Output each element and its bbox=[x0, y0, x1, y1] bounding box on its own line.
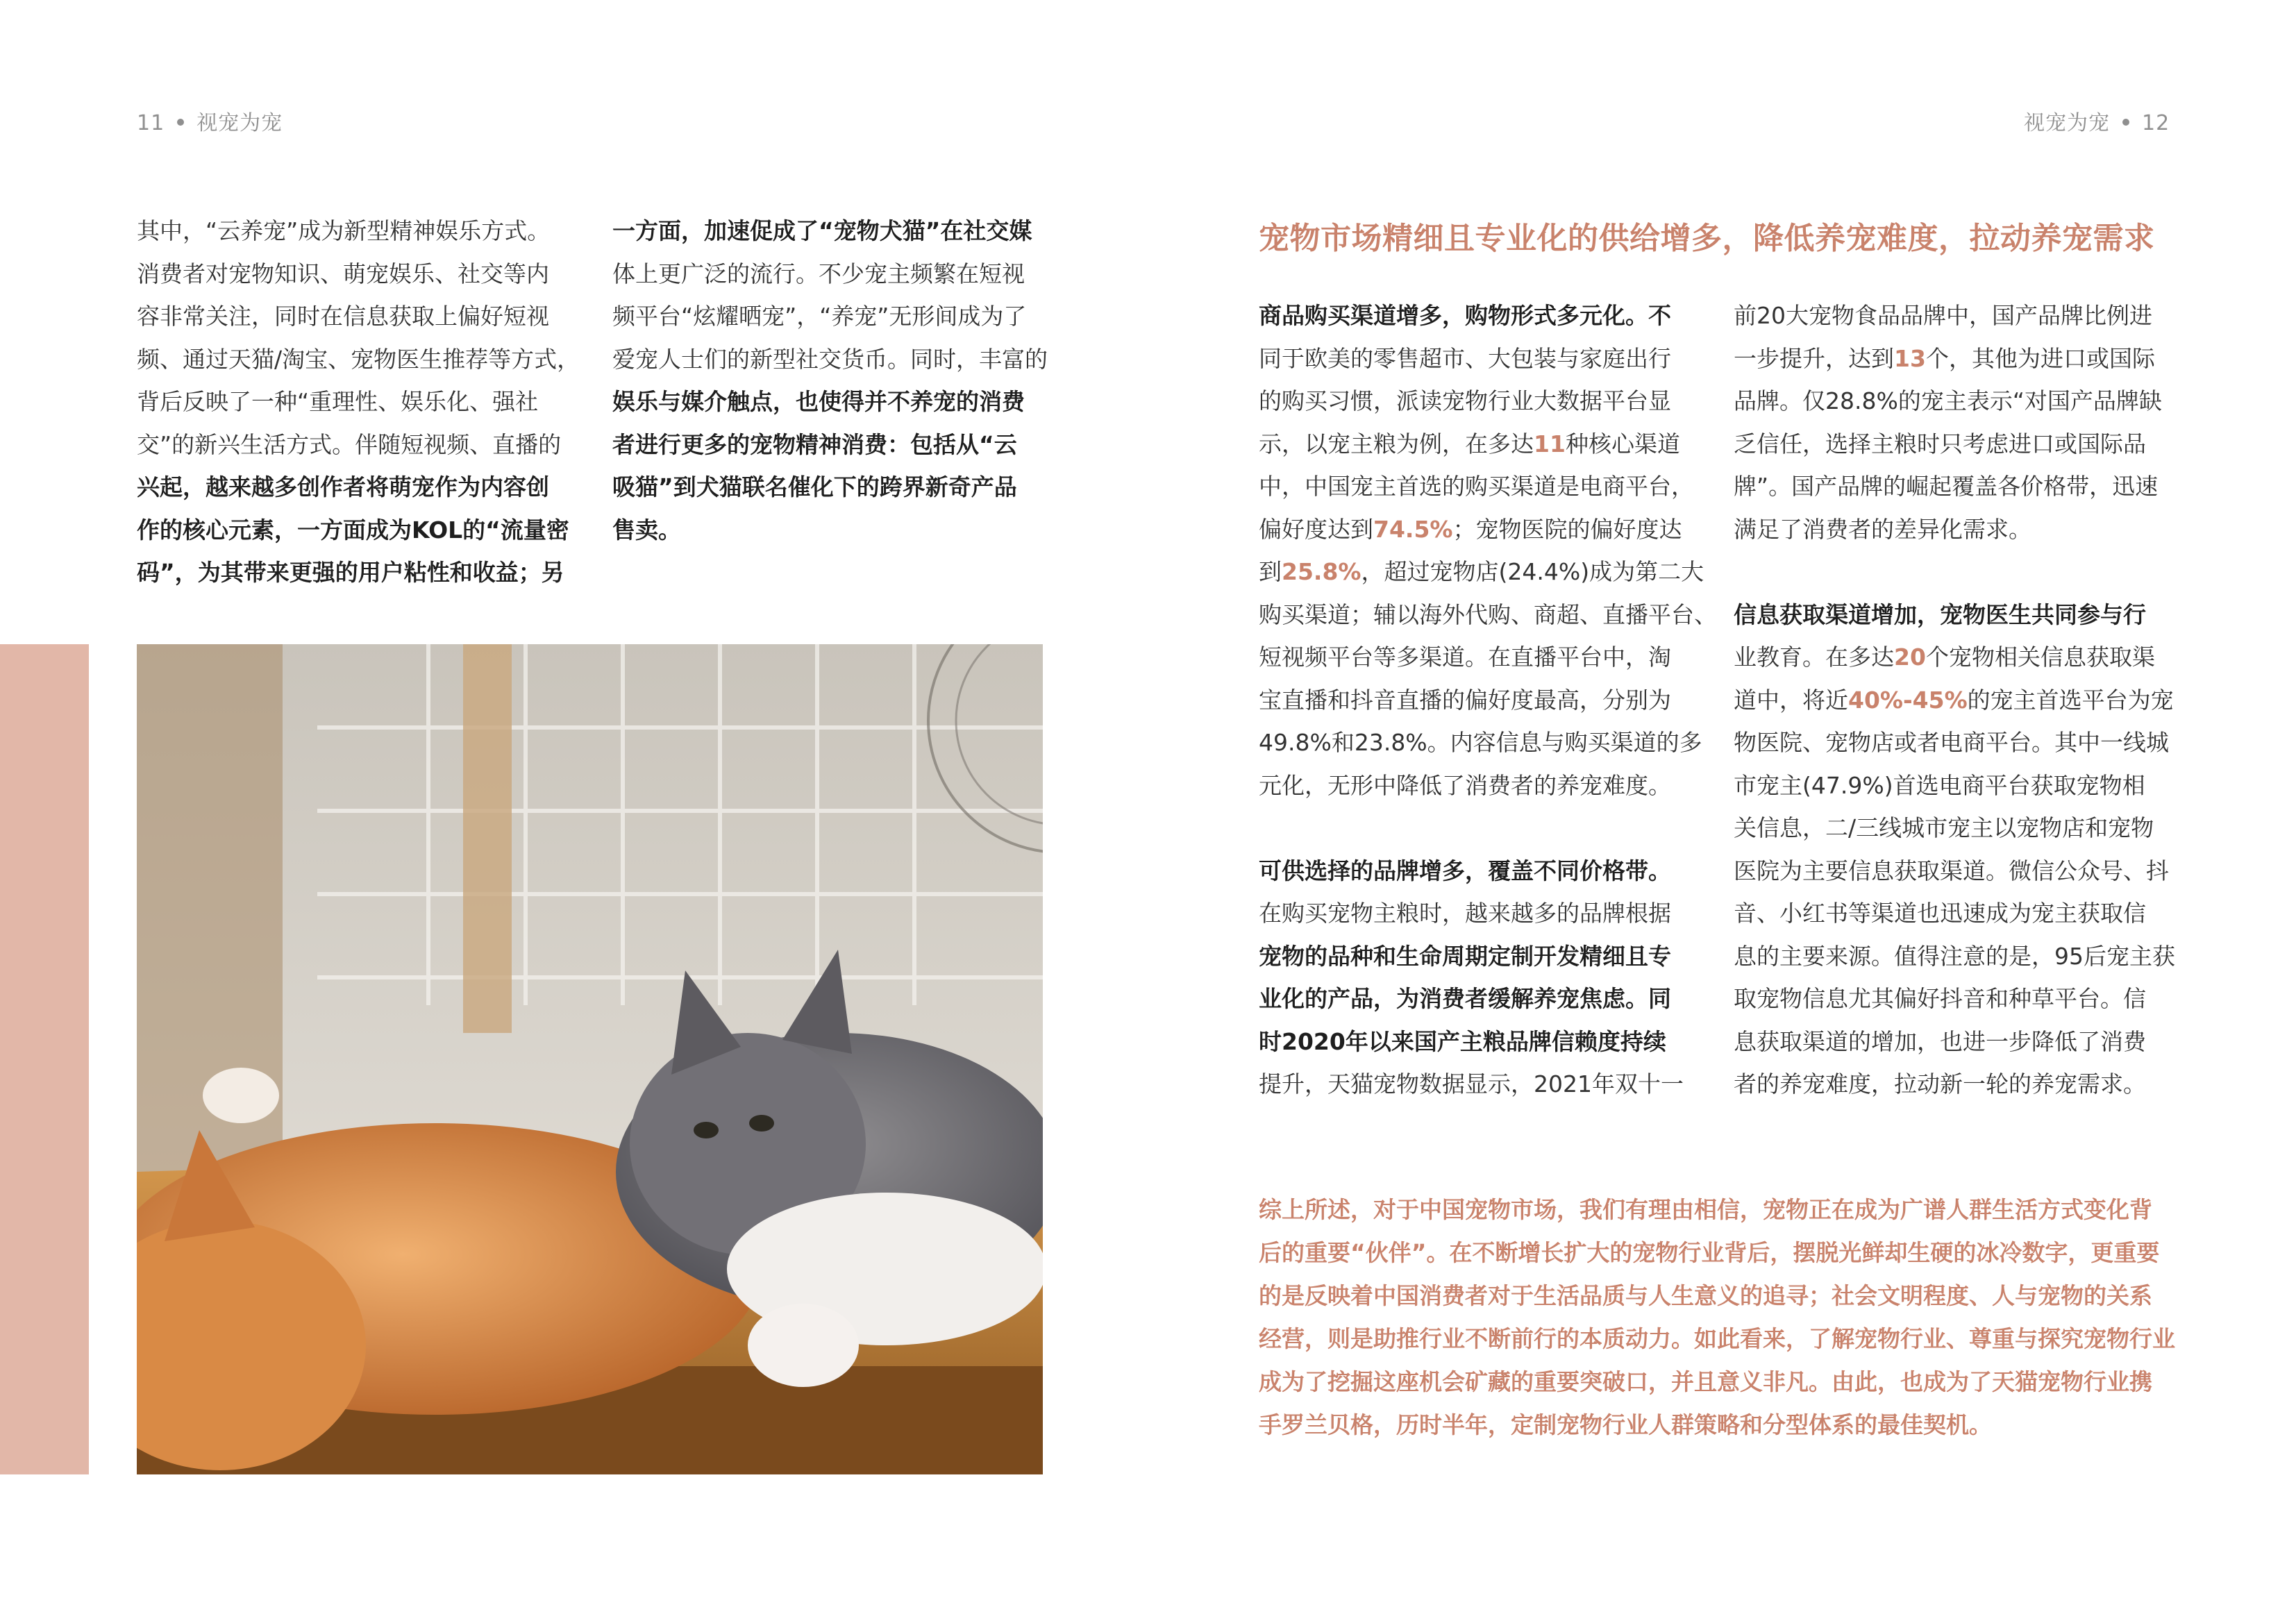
left-column-2 bbox=[612, 210, 1057, 551]
text-line: 道中，将近40%-45%的宠主首选平台为宠 bbox=[1734, 686, 2174, 714]
left-page-title: 视宠为宠 bbox=[196, 111, 283, 135]
text-line: 偏好度达到74.5%；宠物医院的偏好度达 bbox=[1259, 515, 1682, 543]
summary-paragraph bbox=[1259, 1188, 2189, 1447]
text-line: 关信息，二/三线城市宠主以宠物店和宠物 bbox=[1734, 814, 2154, 841]
text-line: 码”，为其带来更强的用户粘性和收益；另 bbox=[137, 559, 564, 586]
header-right bbox=[2024, 106, 2170, 136]
text-line bbox=[1734, 550, 2185, 594]
text-line: 同于欧美的零售超市、大包装与家庭出行 bbox=[1259, 344, 1671, 372]
text-line: 交”的新兴生活方式。伴随短视频、直播的 bbox=[137, 430, 562, 458]
text-line: 消费者对宠物知识、萌宠娱乐、社交等内 bbox=[137, 260, 549, 287]
text-line: 购买渠道；辅以海外代购、商超、直播平台、 bbox=[1259, 600, 1717, 628]
text-line: 业教育。在多达20个宠物相关信息获取渠 bbox=[1734, 644, 2155, 671]
text-line: 其中，“云养宠”成为新型精神娱乐方式。 bbox=[137, 217, 551, 244]
text-line: 售卖。 bbox=[612, 516, 681, 544]
text-line: 容非常关注，同时在信息获取上偏好短视 bbox=[137, 303, 549, 330]
text-line: 者进行更多的宠物精神消费：包括从“云 bbox=[612, 430, 1017, 458]
right-column-2 bbox=[1734, 294, 2185, 1106]
text-line: 物医院、宠物店或者电商平台。其中一线城 bbox=[1734, 729, 2169, 756]
text-line: 爱宠人士们的新型社交货币。同时，丰富的 bbox=[612, 345, 1048, 373]
bullet-dot-icon bbox=[2122, 119, 2129, 126]
text-line: 元化，无形中降低了消费者的养宠难度。 bbox=[1259, 771, 1671, 799]
text-line: 乏信任，选择主粮时只考虑进口或国际品 bbox=[1734, 430, 2146, 457]
text-line: 音、小红书等渠道也迅速成为宠主获取信 bbox=[1734, 900, 2146, 927]
text-line: 到25.8%，超过宠物店(24.4%)成为第二大 bbox=[1259, 558, 1704, 585]
text-line: 作的核心元素，一方面成为KOL的“流量密 bbox=[137, 516, 569, 544]
summary-line: 手罗兰贝格，历时半年，定制宠物行业人群策略和分型体系的最佳契机。 bbox=[1259, 1411, 1992, 1438]
text-line: 一方面，加速促成了“宠物犬猫”在社交媒 bbox=[612, 217, 1032, 244]
text-line: 牌”。国产品牌的崛起覆盖各价格带，迅速 bbox=[1734, 473, 2159, 500]
right-page-title: 视宠为宠 bbox=[2024, 111, 2110, 135]
right-column-1 bbox=[1259, 294, 1717, 1106]
left-column-1 bbox=[137, 210, 581, 594]
text-line: 频平台“炫耀晒宠”，“养宠”无形间成为了 bbox=[612, 303, 1027, 330]
left-page-number: 11 bbox=[137, 111, 165, 135]
text-line: 示，以宠主粮为例，在多达11种核心渠道 bbox=[1259, 430, 1680, 457]
text-line: 兴起，越来越多创作者将萌宠作为内容创 bbox=[137, 473, 549, 501]
summary-line: 的是反映着中国消费者对于生活品质与人生意义的追寻；社会文明程度、人与宠物的关系 bbox=[1259, 1282, 2152, 1309]
text-line: 息获取渠道的增加，也进一步降低了消费 bbox=[1734, 1027, 2146, 1055]
text-line: 医院为主要信息获取渠道。微信公众号、抖 bbox=[1734, 857, 2169, 884]
right-page-number: 12 bbox=[2142, 111, 2170, 135]
text-line: 49.8%和23.8%。内容信息与购买渠道的多 bbox=[1259, 729, 1702, 756]
text-line: 提升，天猫宠物数据显示，2021年双十一 bbox=[1259, 1070, 1684, 1098]
summary-line: 成为了挖掘这座机会矿藏的重要突破口，并且意义非凡。由此，也成为了天猫宠物行业携 bbox=[1259, 1368, 2152, 1395]
text-line: 可供选择的品牌增多，覆盖不同价格带。 bbox=[1259, 857, 1671, 884]
text-line: 一步提升，达到13个，其他为进口或国际 bbox=[1734, 344, 2155, 372]
text-line bbox=[1259, 807, 1710, 850]
text-line: 满足了消费者的差异化需求。 bbox=[1734, 515, 2031, 543]
cats-photo bbox=[137, 644, 1043, 1474]
summary-line: 经营，则是助推行业不断前行的本质动力。如此看来，了解宠物行业、尊重与探究宠物行业 bbox=[1259, 1325, 2175, 1352]
text-line: 的购买习惯，派读宠物行业大数据平台显 bbox=[1259, 387, 1671, 414]
text-line: 中，中国宠主首选的购买渠道是电商平台， bbox=[1259, 473, 1694, 500]
text-line: 娱乐与媒介触点，也使得并不养宠的消费 bbox=[612, 388, 1025, 415]
text-line: 信息获取渠道增加，宠物医生共同参与行 bbox=[1734, 600, 2146, 628]
section-title: 宠物市场精细且专业化的供给增多，降低养宠难度，拉动养宠需求 bbox=[1259, 221, 2155, 256]
text-line: 商品购买渠道增多，购物形式多元化。不 bbox=[1259, 302, 1671, 329]
text-line: 业化的产品，为消费者缓解养宠焦虑。同 bbox=[1259, 985, 1671, 1012]
text-line: 宝直播和抖音直播的偏好度最高，分别为 bbox=[1259, 686, 1671, 714]
text-line: 背后反映了一种“重理性、娱乐化、强社 bbox=[137, 388, 539, 415]
summary-line: 后的重要“伙伴”。在不断增长扩大的宠物行业背后，摆脱光鲜却生硬的冰冷数字，更重要 bbox=[1259, 1239, 2160, 1266]
text-line: 时2020年以来国产主粮品牌信赖度持续 bbox=[1259, 1027, 1666, 1055]
header-left bbox=[137, 106, 283, 136]
text-line: 取宠物信息尤其偏好抖音和种草平台。信 bbox=[1734, 985, 2146, 1012]
summary-line: 综上所述，对于中国宠物市场，我们有理由相信，宠物正在成为广谱人群生活方式变化背 bbox=[1259, 1196, 2152, 1223]
text-line: 吸猫”到犬猫联名催化下的跨界新奇产品 bbox=[612, 473, 1017, 501]
text-line: 短视频平台等多渠道。在直播平台中，淘 bbox=[1259, 644, 1671, 671]
text-line: 品牌。仅28.8%的宠主表示“对国产品牌缺 bbox=[1734, 387, 2162, 414]
text-line: 市宠主(47.9%)首选电商平台获取宠物相 bbox=[1734, 771, 2145, 799]
text-line: 频、通过天猫/淘宝、宠物医生推荐等方式， bbox=[137, 345, 580, 373]
decorative-side-bar bbox=[0, 644, 89, 1474]
text-line: 体上更广泛的流行。不少宠主频繁在短视 bbox=[612, 260, 1025, 287]
text-line: 宠物的品种和生命周期定制开发精细且专 bbox=[1259, 942, 1671, 970]
text-line: 在购买宠物主粮时，越来越多的品牌根据 bbox=[1259, 900, 1671, 927]
bullet-dot-icon bbox=[177, 119, 184, 126]
text-line: 息的主要来源。值得注意的是，95后宠主获 bbox=[1734, 942, 2175, 970]
text-line: 者的养宠难度，拉动新一轮的养宠需求。 bbox=[1734, 1070, 2146, 1098]
text-line: 前20大宠物食品品牌中，国产品牌比例进 bbox=[1734, 302, 2152, 329]
